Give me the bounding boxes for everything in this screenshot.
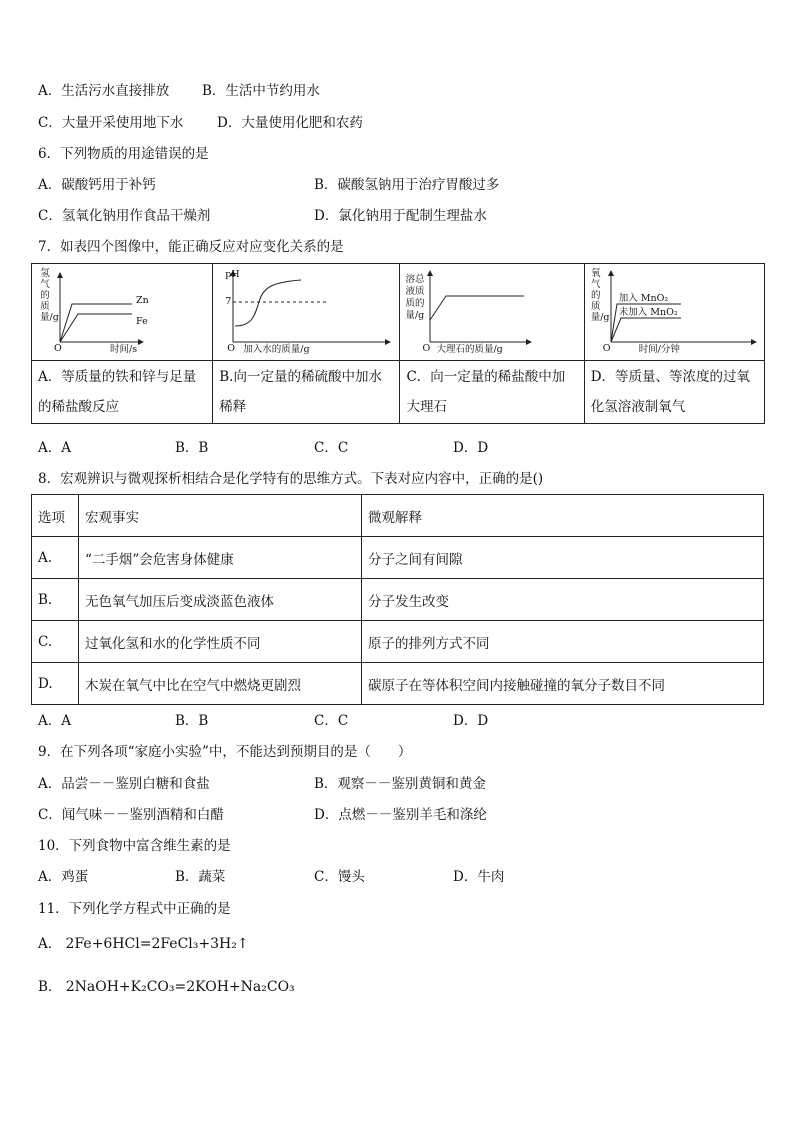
q7-stem: 7．如表四个图像中，能正确反应对应变化关系的是 [38,239,344,255]
q9-option-d: D．点燃－－鉴别羊毛和涤纶 [314,807,487,823]
q6-stem: 6．下列物质的用途错误的是 [38,146,209,162]
q7-option-c: C．C [314,440,349,456]
q11-option-b-label: B． [38,979,62,995]
table-row [32,621,764,663]
q7-option-a: A．A [38,440,71,456]
q9-option-c: C．闻气味－－鉴别酒精和白醋 [38,807,224,823]
graph-d-xlabel: 时间/分钟 [638,344,680,355]
q6-option-b: B．碳酸氢钠用于治疗胃酸过多 [314,177,500,193]
q7-graph-table [31,263,765,424]
q11-equation-b: 2NaOH+K₂CO₃=2KOH+Na₂CO₃ [65,979,295,995]
q8-header-row [32,495,764,537]
graph-a-series-zn: Zn [136,295,149,306]
q8-header-macro: 宏观事实 [79,495,362,537]
q6-option-c: C．氢氧化钠用作食品干燥剂 [38,208,211,224]
q9-option-a: A．品尝－－鉴别白糖和食盐 [38,776,210,792]
q8-row-c-macro: 过氧化氢和水的化学性质不同 [79,621,362,663]
caption-a: A．等质量的铁和锌与足量 的稀盐酸反应 [32,361,213,424]
q8-row-d-option: D. [32,663,79,705]
q8-row-a-micro: 分子之间有间隙 [362,537,764,579]
q10-option-c: C．馒头 [314,869,365,885]
graph-a-ylabel: 氢气的质量/g [40,268,59,323]
graph-b-origin: O [227,343,236,354]
q6-option-d: D．氯化钠用于配制生理盐水 [314,208,487,224]
graph-a-origin: O [54,343,62,354]
q8-option-d: D．D [453,713,489,729]
q8-row-b-micro: 分子发生改变 [362,579,764,621]
graph-c-xlabel: 大理石的质量/g [436,344,503,355]
q8-row-c-option: C. [32,621,79,663]
graph-c-origin: O [422,343,431,354]
q6-option-a: A．碳酸钙用于补钙 [38,177,156,193]
q9-option-b: B．观察－－鉴别黄铜和黄金 [314,776,486,792]
q8-stem: 8．宏观辨识与微观探析相结合是化学特有的思维方式。下表对应内容中，正确的是() [38,471,544,487]
graph-a-series-fe: Fe [136,316,148,327]
q8-row-a-macro: “二手烟”会危害身体健康 [79,537,362,579]
graph-c-ylabel: 溶总液质质的量/g [405,274,425,321]
q8-row-d-macro: 木炭在氧气中比在空气中燃烧更剧烈 [79,663,362,705]
q5-option-d: D．大量使用化肥和农药 [217,115,363,131]
graph-d-series-without: 未加入 MnO₂ [618,307,678,318]
q8-header-option: 选项 [32,495,79,537]
graph-cell-c [400,264,584,361]
q11-option-a-label: A． [38,936,62,952]
caption-b: B.向一定量的稀硫酸中加水 稀释 [213,361,400,424]
q5-option-c: C．大量开采使用地下水 [38,115,184,131]
q7-option-d: D．D [453,440,489,456]
graph-b-tick-7: 7 [225,296,232,307]
q8-option-c: C．C [314,713,349,729]
q10-option-b: B．蔬菜 [175,869,226,885]
q10-option-a: A．鸡蛋 [38,869,89,885]
q8-option-b: B．B [175,713,209,729]
graph-cell-d [584,264,764,361]
q8-row-c-micro: 原子的排列方式不同 [362,621,764,663]
q11-option-b [38,978,295,996]
q11-equation-a: 2Fe+6HCl=2FeCl₃+3H₂↑ [65,936,249,952]
graph-d-ylabel: 氧气的质量/g [590,268,610,323]
graph-cell-b [213,264,400,361]
q5-option-b: B．生活中节约用水 [202,83,320,99]
q8-row-b-option: B. [32,579,79,621]
caption-c: C．向一定量的稀盐酸中加 大理石 [400,361,584,424]
graph-d-series-with: 加入 MnO₂ [618,293,669,304]
caption-d: D．等质量、等浓度的过氧 化氢溶液制氧气 [584,361,764,424]
graph-b-ylabel: pH [225,269,240,280]
graph-cell-a [32,264,213,361]
q8-row-a-option: A. [32,537,79,579]
q8-table [31,494,764,705]
q11-option-a [38,935,249,953]
graph-a-xlabel: 时间/s [110,344,138,355]
table-row [32,579,764,621]
q7-option-b: B．B [175,440,209,456]
q8-option-a: A．A [38,713,71,729]
q8-header-micro: 微观解释 [362,495,764,537]
q5-option-a: A．生活污水直接排放 [38,83,170,99]
q10-option-d: D．牛肉 [453,869,505,885]
table-row [32,663,764,705]
graph-b-xlabel: 加入水的质量/g [243,344,310,355]
q10-stem: 10．下列食物中富含维生素的是 [38,838,231,854]
q9-stem: 9．在下列各项“家庭小实验”中，不能达到预期目的是（ ） [38,744,412,760]
graph-d-origin: O [602,343,611,354]
q8-row-d-micro: 碳原子在等体积空间内接触碰撞的氧分子数目不同 [362,663,764,705]
q11-stem: 11．下列化学方程式中正确的是 [38,901,231,917]
table-row [32,537,764,579]
q8-row-b-macro: 无色氧气加压后变成淡蓝色液体 [79,579,362,621]
